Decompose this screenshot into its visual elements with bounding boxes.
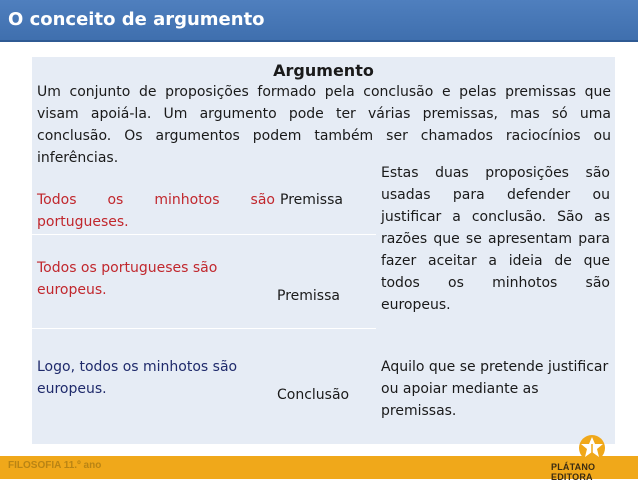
card-heading: Argumento — [273, 61, 374, 80]
title-bar — [0, 0, 638, 42]
slide-title: O conceito de argumento — [8, 9, 265, 30]
conclusion-explanation: Aquilo que se pretende justificar ou apoiar mediante as premissas. — [381, 359, 609, 419]
premise-1-statement: Todos os minhotos são portugueses. — [37, 192, 275, 230]
argument-definition: Um conjunto de proposições formado pela conclusão e pelas premissas que visam apoiá-la. Um argumento pode ter várias premissas, mas só uma conclusão. Os argumentos podem também ser chamados raciocínios ou inferências. — [37, 84, 611, 166]
conclusion-label: Conclusão — [277, 387, 350, 403]
row-divider — [32, 328, 376, 329]
row-divider — [32, 234, 376, 235]
premises-explanation: Estas duas proposições são usadas para defender ou justificar a conclusão. São as razões que se apresentam para fazer aceitar a ideia de que todos os minhotos são europeus. — [381, 165, 610, 313]
premise-2-statement: Todos os portugueses são europeus. — [37, 260, 218, 298]
premise-1-label: Premissa — [280, 192, 343, 208]
footer-bar — [0, 456, 638, 482]
premise-2-label: Premissa — [277, 288, 340, 304]
argument-card — [32, 57, 615, 444]
leaf-logo-icon — [576, 434, 608, 462]
conclusion-statement: Logo, todos os minhotos são europeus. — [37, 359, 238, 397]
publisher-name: PLÁTANO EDITORA — [551, 462, 596, 482]
course-label: FILOSOFIA 11.º ano — [8, 460, 102, 471]
